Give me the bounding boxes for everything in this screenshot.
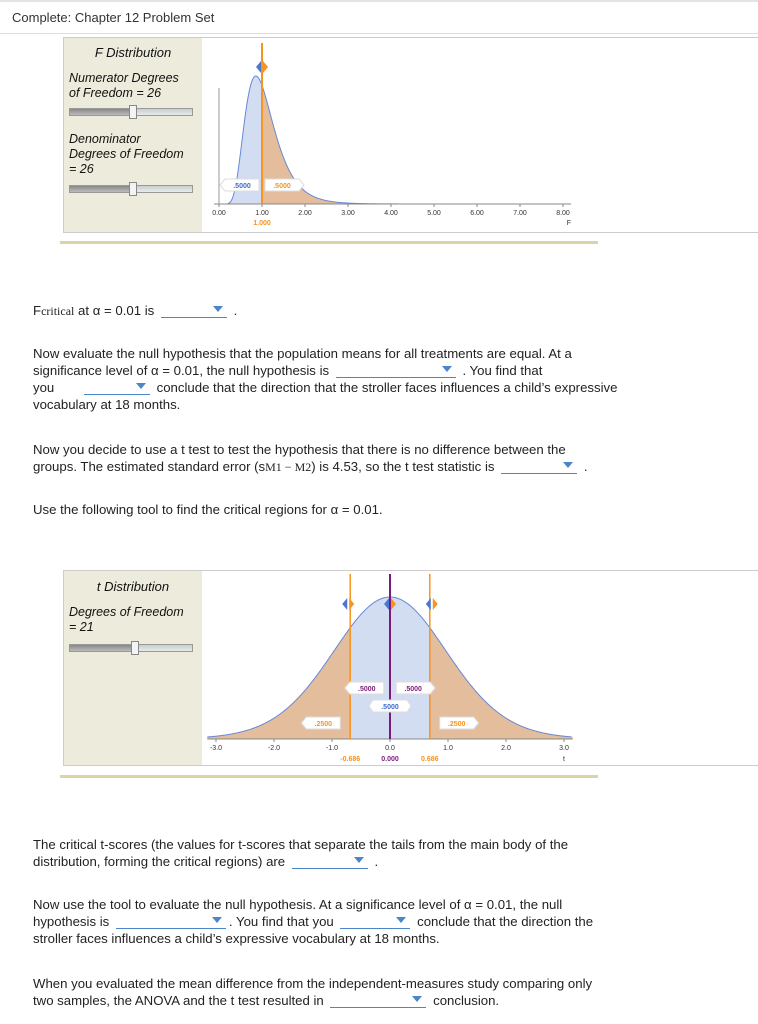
period: . <box>374 854 379 869</box>
subscript: M1 − M2 <box>265 460 312 474</box>
left-half-area-label: .5000 <box>358 686 376 693</box>
cutoff-value-label: 0.686 <box>421 756 439 763</box>
text: . You find that you <box>228 914 334 929</box>
x-tick-label: 1.00 <box>255 210 269 217</box>
conclusion-dropdown[interactable] <box>84 380 150 395</box>
text: conclusion. <box>433 993 500 1008</box>
divider <box>60 775 598 778</box>
x-tick-label: 0.00 <box>212 210 226 217</box>
cutoff-handle-left-arrow-icon <box>342 598 347 610</box>
text-line: When you evaluated the mean difference from the independent-measures study comparing only <box>33 976 593 991</box>
text: . You find that <box>462 363 543 378</box>
t-statistic-dropdown[interactable] <box>501 459 577 474</box>
right-area-label: .5000 <box>273 183 291 190</box>
text-line: vocabulary at 18 months. <box>33 397 181 412</box>
f-heading: F Distribution <box>94 45 172 60</box>
center-area-label: .5000 <box>381 704 399 711</box>
f-distribution-tool <box>63 37 758 233</box>
text: conclude that the direction the <box>417 914 594 929</box>
t-distribution-tool <box>63 570 758 766</box>
cutoff-handle-right-arrow-icon <box>263 61 268 73</box>
text-line: stroller faces influences a child’s expressive vocabulary at 18 months. <box>33 931 440 946</box>
cutoff-value-label: 1.000 <box>253 220 271 227</box>
text: hypothesis is <box>33 914 110 929</box>
f-symbol: F <box>33 303 42 318</box>
text: ) is 4.53, so the t test statistic is <box>311 459 495 474</box>
numerator-df-label: Numerator Degrees of Freedom = 26 <box>69 71 179 100</box>
x-tick-label: 1.0 <box>443 745 453 752</box>
x-tick-label: 0.0 <box>385 745 395 752</box>
tool-instruction: Use the following tool to find the critical regions for α = 0.01. <box>33 502 383 517</box>
x-tick-label: -3.0 <box>209 745 223 752</box>
x-tick-label: 8.00 <box>556 210 570 217</box>
null-hypothesis-dropdown-2[interactable] <box>116 914 226 929</box>
text-line: The critical t-scores (the values for t-scores that separate the tails from the main body of the <box>33 837 569 852</box>
left-tail-label: .2500 <box>314 721 333 728</box>
divider <box>60 241 598 244</box>
denominator-df-label-2: Degrees of Freedom <box>69 147 184 161</box>
text: two samples, the ANOVA and the t test resulted in <box>33 993 324 1008</box>
critical-t-question <box>33 836 713 870</box>
fcritical-dropdown[interactable] <box>161 303 227 318</box>
evaluate-question <box>33 896 713 947</box>
fcritical-question <box>33 302 713 320</box>
right-tail-label: .2500 <box>447 721 466 728</box>
text-line: Now you decide to use a t test to test the hypothesis that there is no difference between the <box>33 442 566 457</box>
text: you <box>33 380 55 395</box>
cutoff-value-label: 0.000 <box>381 756 399 763</box>
f-right-area <box>262 85 563 204</box>
text: significance level of α = 0.01, the null hypothesis is <box>33 363 330 378</box>
x-axis-label: F <box>566 220 571 227</box>
x-tick-label: -1.0 <box>325 745 339 752</box>
cutoff-handle-left-arrow-icon <box>256 61 261 73</box>
denominator-df-label-3: = 26 <box>69 162 94 176</box>
right-half-area-label: .5000 <box>404 686 422 693</box>
x-tick-label: 4.00 <box>384 210 398 217</box>
title-bar <box>0 0 758 34</box>
question-text: at α = 0.01 is <box>78 303 155 318</box>
df-label-2: = 21 <box>69 620 94 634</box>
conclusion-dropdown-2[interactable] <box>340 914 410 929</box>
comparison-dropdown[interactable] <box>330 993 426 1008</box>
null-hypothesis-question <box>33 345 713 413</box>
x-axis-label: t <box>563 756 565 763</box>
x-tick-label: 2.00 <box>298 210 312 217</box>
x-tick-label: 2.0 <box>501 745 511 752</box>
page-title: Complete: Chapter 12 Problem Set <box>12 10 215 25</box>
x-tick-label: 3.0 <box>559 745 569 752</box>
period: . <box>583 459 588 474</box>
x-tick-label: -2.0 <box>267 745 281 752</box>
text-line: Now use the tool to evaluate the null hypothesis. At a significance level of α = 0.01, the null <box>33 897 563 912</box>
comparison-question <box>33 975 713 1009</box>
df-label-1: Degrees of Freedom <box>69 605 184 619</box>
f-chart[interactable] <box>64 38 758 234</box>
cutoff-handle-left-arrow-icon <box>426 598 431 610</box>
cutoff-handle-right-arrow-icon <box>433 598 438 610</box>
f-subscript: critical <box>41 304 75 318</box>
text: groups. The estimated standard error (s <box>33 459 266 474</box>
t-heading: t Distribution <box>96 579 170 594</box>
cutoff-value-label: -0.686 <box>340 756 361 763</box>
text: distribution, forming the critical regions) are <box>33 854 286 869</box>
critical-t-dropdown[interactable] <box>292 854 368 869</box>
x-tick-label: 3.00 <box>341 210 355 217</box>
left-area-label: .5000 <box>233 183 251 190</box>
x-tick-label: 5.00 <box>427 210 441 217</box>
period: . <box>233 303 238 318</box>
x-tick-label: 7.00 <box>513 210 527 217</box>
text: conclude that the direction that the stroller faces influences a child’s expressive <box>156 380 618 395</box>
x-tick-label: 6.00 <box>470 210 484 217</box>
t-test-question <box>33 441 713 476</box>
null-hypothesis-dropdown[interactable] <box>336 363 456 378</box>
denominator-df-label-1: Denominator <box>69 132 141 146</box>
t-chart[interactable] <box>64 571 758 767</box>
text-line: Now evaluate the null hypothesis that the population means for all treatments are equal. At a <box>33 346 572 361</box>
cutoff-handle-right-arrow-icon <box>349 598 354 610</box>
